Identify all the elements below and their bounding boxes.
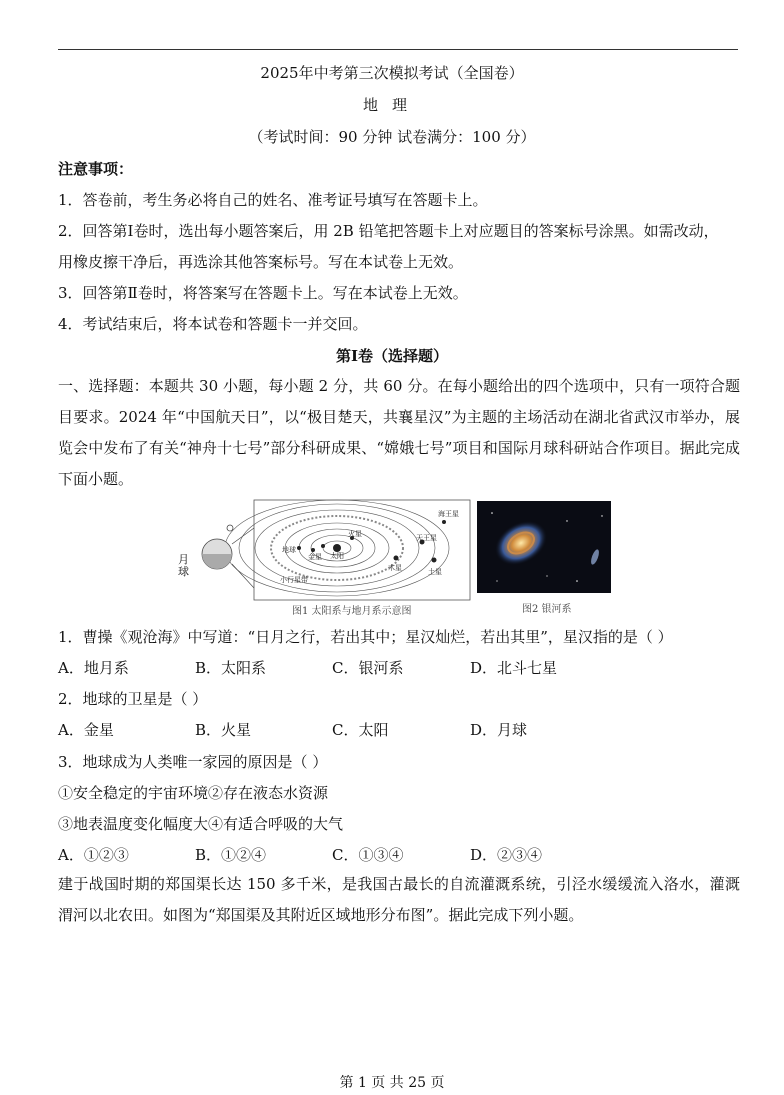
label-jupiter: 木星 bbox=[388, 564, 402, 572]
passage-zhengguo-canal: 建于战国时期的郑国渠长达 150 多千米，是我国古最长的自流灌溉系统，引泾水缓缓流入洛水，灌溉渭河以北农田。如图为“郑国渠及其附近区域地形分布图”。据此完成下列小题。 bbox=[58, 875, 740, 924]
label-moon: 月球 bbox=[178, 553, 189, 578]
subject-title: 地理 bbox=[362, 96, 421, 114]
option-a[interactable]: A．①②③ bbox=[58, 846, 129, 864]
question-stem: 2．地球的卫星是（ ） bbox=[58, 690, 208, 708]
notice-item: 2．回答第Ⅰ卷时，选出每小题答案后，用 2B 铅笔把答题卡上对应题目的答案标号涂黑。如需改动， bbox=[58, 222, 719, 240]
option-a[interactable]: A．金星 bbox=[58, 721, 114, 739]
option-a[interactable]: A．地月系 bbox=[58, 659, 129, 677]
label-saturn: 土星 bbox=[428, 568, 442, 576]
fig2-caption: 图2 银河系 bbox=[522, 604, 572, 615]
label-neptune: 海王星 bbox=[438, 510, 459, 518]
question-stem: 3．地球成为人类唯一家园的原因是（ ） bbox=[58, 753, 328, 771]
option-b[interactable]: B．火星 bbox=[195, 721, 252, 739]
section-intro: 一、选择题：本题共 30 小题，每小题 2 分，共 60 分。在每小题给出的四个选项中，只有一项符合题目要求。2024 年“中国航天日”，以“极目楚天，共襄星汉”为主题的主场活动在湖北省武汉市举办，展览会中发布了有关“神舟十七号”部分科研成果、“嫦娥七号”项目和国际月球科研站合作项目。据此完成下面小题。 bbox=[58, 377, 740, 488]
notice-item: 用橡皮擦干净后，再选涂其他答案标号。写在本试卷上无效。 bbox=[58, 253, 464, 271]
milky-way-image bbox=[477, 501, 611, 593]
fig1-caption: 图1 太阳系与地月系示意图 bbox=[292, 606, 412, 617]
label-uranus: 天王星 bbox=[416, 534, 437, 542]
page-footer: 第 1 页 共 25 页 bbox=[339, 1075, 445, 1091]
label-mars: 火星 bbox=[348, 530, 362, 538]
question-statement: ③地表温度变化幅度大④有适合呼吸的大气 bbox=[58, 815, 344, 833]
label-earth: 地球 bbox=[282, 546, 296, 554]
label-asteroid-belt: 小行星带 bbox=[280, 576, 308, 584]
exam-title: 2025年中考第三次模拟考试（全国卷） bbox=[260, 64, 524, 82]
notice-item: 3．回答第Ⅱ卷时，将答案写在答题卡上。写在本试卷上无效。 bbox=[58, 284, 468, 302]
notice-heading: 注意事项： bbox=[58, 160, 134, 178]
question-statement: ①安全稳定的宇宙环境②存在液态水资源 bbox=[58, 784, 329, 802]
option-b[interactable]: B．①②④ bbox=[195, 846, 267, 864]
option-c[interactable]: C．太阳 bbox=[332, 721, 389, 739]
option-b[interactable]: B．太阳系 bbox=[195, 659, 267, 677]
option-d[interactable]: D．②③④ bbox=[470, 846, 543, 864]
option-d[interactable]: D．北斗七星 bbox=[470, 659, 558, 677]
label-venus: 金星 bbox=[308, 553, 322, 561]
header-rule bbox=[58, 49, 738, 50]
label-sun: 太阳 bbox=[330, 552, 344, 560]
option-d[interactable]: D．月球 bbox=[470, 721, 528, 739]
solar-system-figure bbox=[172, 498, 472, 616]
option-c[interactable]: C．①③④ bbox=[332, 846, 404, 864]
question-stem: 1．曹操《观沧海》中写道：“日月之行，若出其中；星汉灿烂，若出其里”，星汉指的是（ ） bbox=[58, 628, 673, 646]
section-heading: 第Ⅰ卷（选择题） bbox=[335, 347, 449, 365]
notice-item: 1．答卷前，考生务必将自己的姓名、准考证号填写在答题卡上。 bbox=[58, 191, 488, 209]
notice-item: 4．考试结束后，将本试卷和答题卡一并交回。 bbox=[58, 315, 368, 333]
exam-time-info: （考试时间：90 分钟 试卷满分：100 分） bbox=[248, 128, 536, 146]
option-c[interactable]: C．银河系 bbox=[332, 659, 404, 677]
